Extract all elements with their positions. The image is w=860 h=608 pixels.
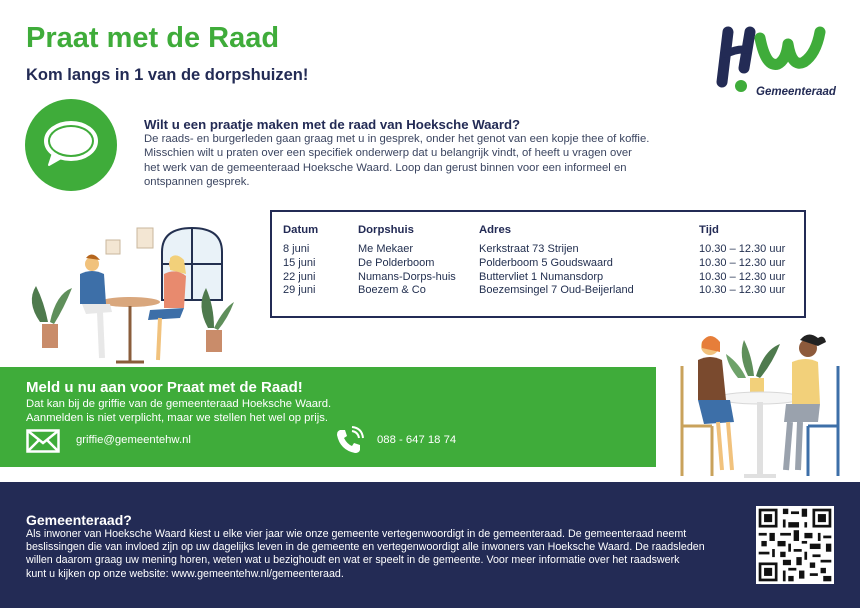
signup-text [26, 397, 331, 425]
header-adres: Adres [479, 224, 512, 236]
header-dorpshuis: Dorpshuis [358, 224, 414, 236]
table-cell: 29 juni [283, 284, 316, 297]
signup-line: Dat kan bij de griffie van de gemeenteraad Hoeksche Waard. [26, 398, 332, 410]
intro-line: het werk van de gemeenteraad Hoeksche Waard. Loop dan gerust binnen voor een informeel en [144, 161, 627, 174]
footer-paragraph [26, 528, 726, 581]
qr-code[interactable] [756, 506, 834, 584]
footer [0, 482, 860, 608]
table-cell: Numans-Dorps-huis [358, 270, 456, 283]
table-cell: 10.30 – 12.30 uur [699, 256, 786, 269]
logo-caption: Gemeenteraad [756, 86, 836, 98]
header-date: Datum [283, 224, 319, 236]
table-cell: Boezem & Co [358, 284, 426, 297]
table-cell: 10.30 – 12.30 uur [699, 270, 786, 283]
column-dorpshuis [358, 224, 456, 298]
chat-bubble-badge [25, 99, 117, 191]
table-cell: 8 juni [283, 243, 310, 255]
table-cell: Buttervliet 1 Numansdorp [479, 270, 604, 283]
footer-line: beslissingen die van invloed zijn op uw dagelijks leven in de gemeente en vertegenwoordigt alle inwoners van Hoeksche Waard. De raadsleden [26, 541, 705, 554]
table-cell: Me Mekaer [358, 243, 414, 255]
table-cell: 10.30 – 12.30 uur [699, 243, 786, 255]
table-cell: 22 juni [283, 270, 316, 283]
table-cell: De Polderboom [358, 256, 435, 269]
page-title: Praat met de Raad [26, 22, 280, 54]
intro-paragraph [144, 132, 674, 189]
signup-banner [0, 367, 656, 467]
intro-line: Misschien wilt u praten over een specifiek onderwerp dat u belangrijk vindt, of heeft u vragen over [144, 147, 632, 160]
table-cell: Kerkstraat 73 Strijen [479, 243, 579, 255]
footer-line: willen daarom graag uw mening horen, weten wat u bezighoudt en wat er speelt in de gemeente. Voor meer informatie over het raadswerk [26, 554, 680, 567]
intro-line: De raads- en burgerleden gaan graag met u in gesprek, onder het genot van een kopje thee of koffie. [144, 133, 650, 145]
column-tijd [699, 224, 785, 298]
table-cell: 10.30 – 12.30 uur [699, 284, 786, 297]
cafe-illustration-left [20, 222, 240, 372]
envelope-icon [26, 429, 60, 453]
column-date [283, 224, 318, 298]
email-link[interactable]: griffie@gemeentehw.nl [76, 434, 191, 446]
footer-title: Gemeenteraad? [26, 512, 132, 528]
header-tijd: Tijd [699, 224, 719, 236]
table-cell: Boezemsingel 7 Oud-Beijerland [479, 284, 634, 297]
schedule-table [270, 210, 806, 318]
page-subtitle: Kom langs in 1 van de dorpshuizen! [26, 66, 309, 84]
intro-heading: Wilt u een praatje maken met de raad van Hoeksche Waard? [144, 117, 521, 132]
signup-line: Aanmelden is niet verplicht, maar we stellen het wel op prijs. [26, 412, 329, 424]
footer-line: Als inwoner van Hoeksche Waard kiest u elke vier jaar wie onze gemeente vertegenwoordigt in de gemeenteraad. De gemeenteraad neemt [26, 528, 687, 540]
phone-link[interactable]: 088 - 647 18 74 [377, 434, 457, 446]
intro-line: ontspannen gesprek. [144, 175, 250, 188]
signup-title: Meld u nu aan voor Praat met de Raad! [26, 379, 303, 396]
column-adres [479, 224, 634, 298]
footer-line: kunt u kijken op onze website: www.gemeentehw.nl/gemeenteraad. [26, 567, 344, 580]
chat-bubble-icon [43, 119, 99, 171]
table-cell: 15 juni [283, 256, 316, 269]
phone-icon [334, 426, 364, 456]
cafe-illustration-right [668, 326, 848, 486]
table-cell: Polderboom 5 Goudswaard [479, 256, 613, 269]
